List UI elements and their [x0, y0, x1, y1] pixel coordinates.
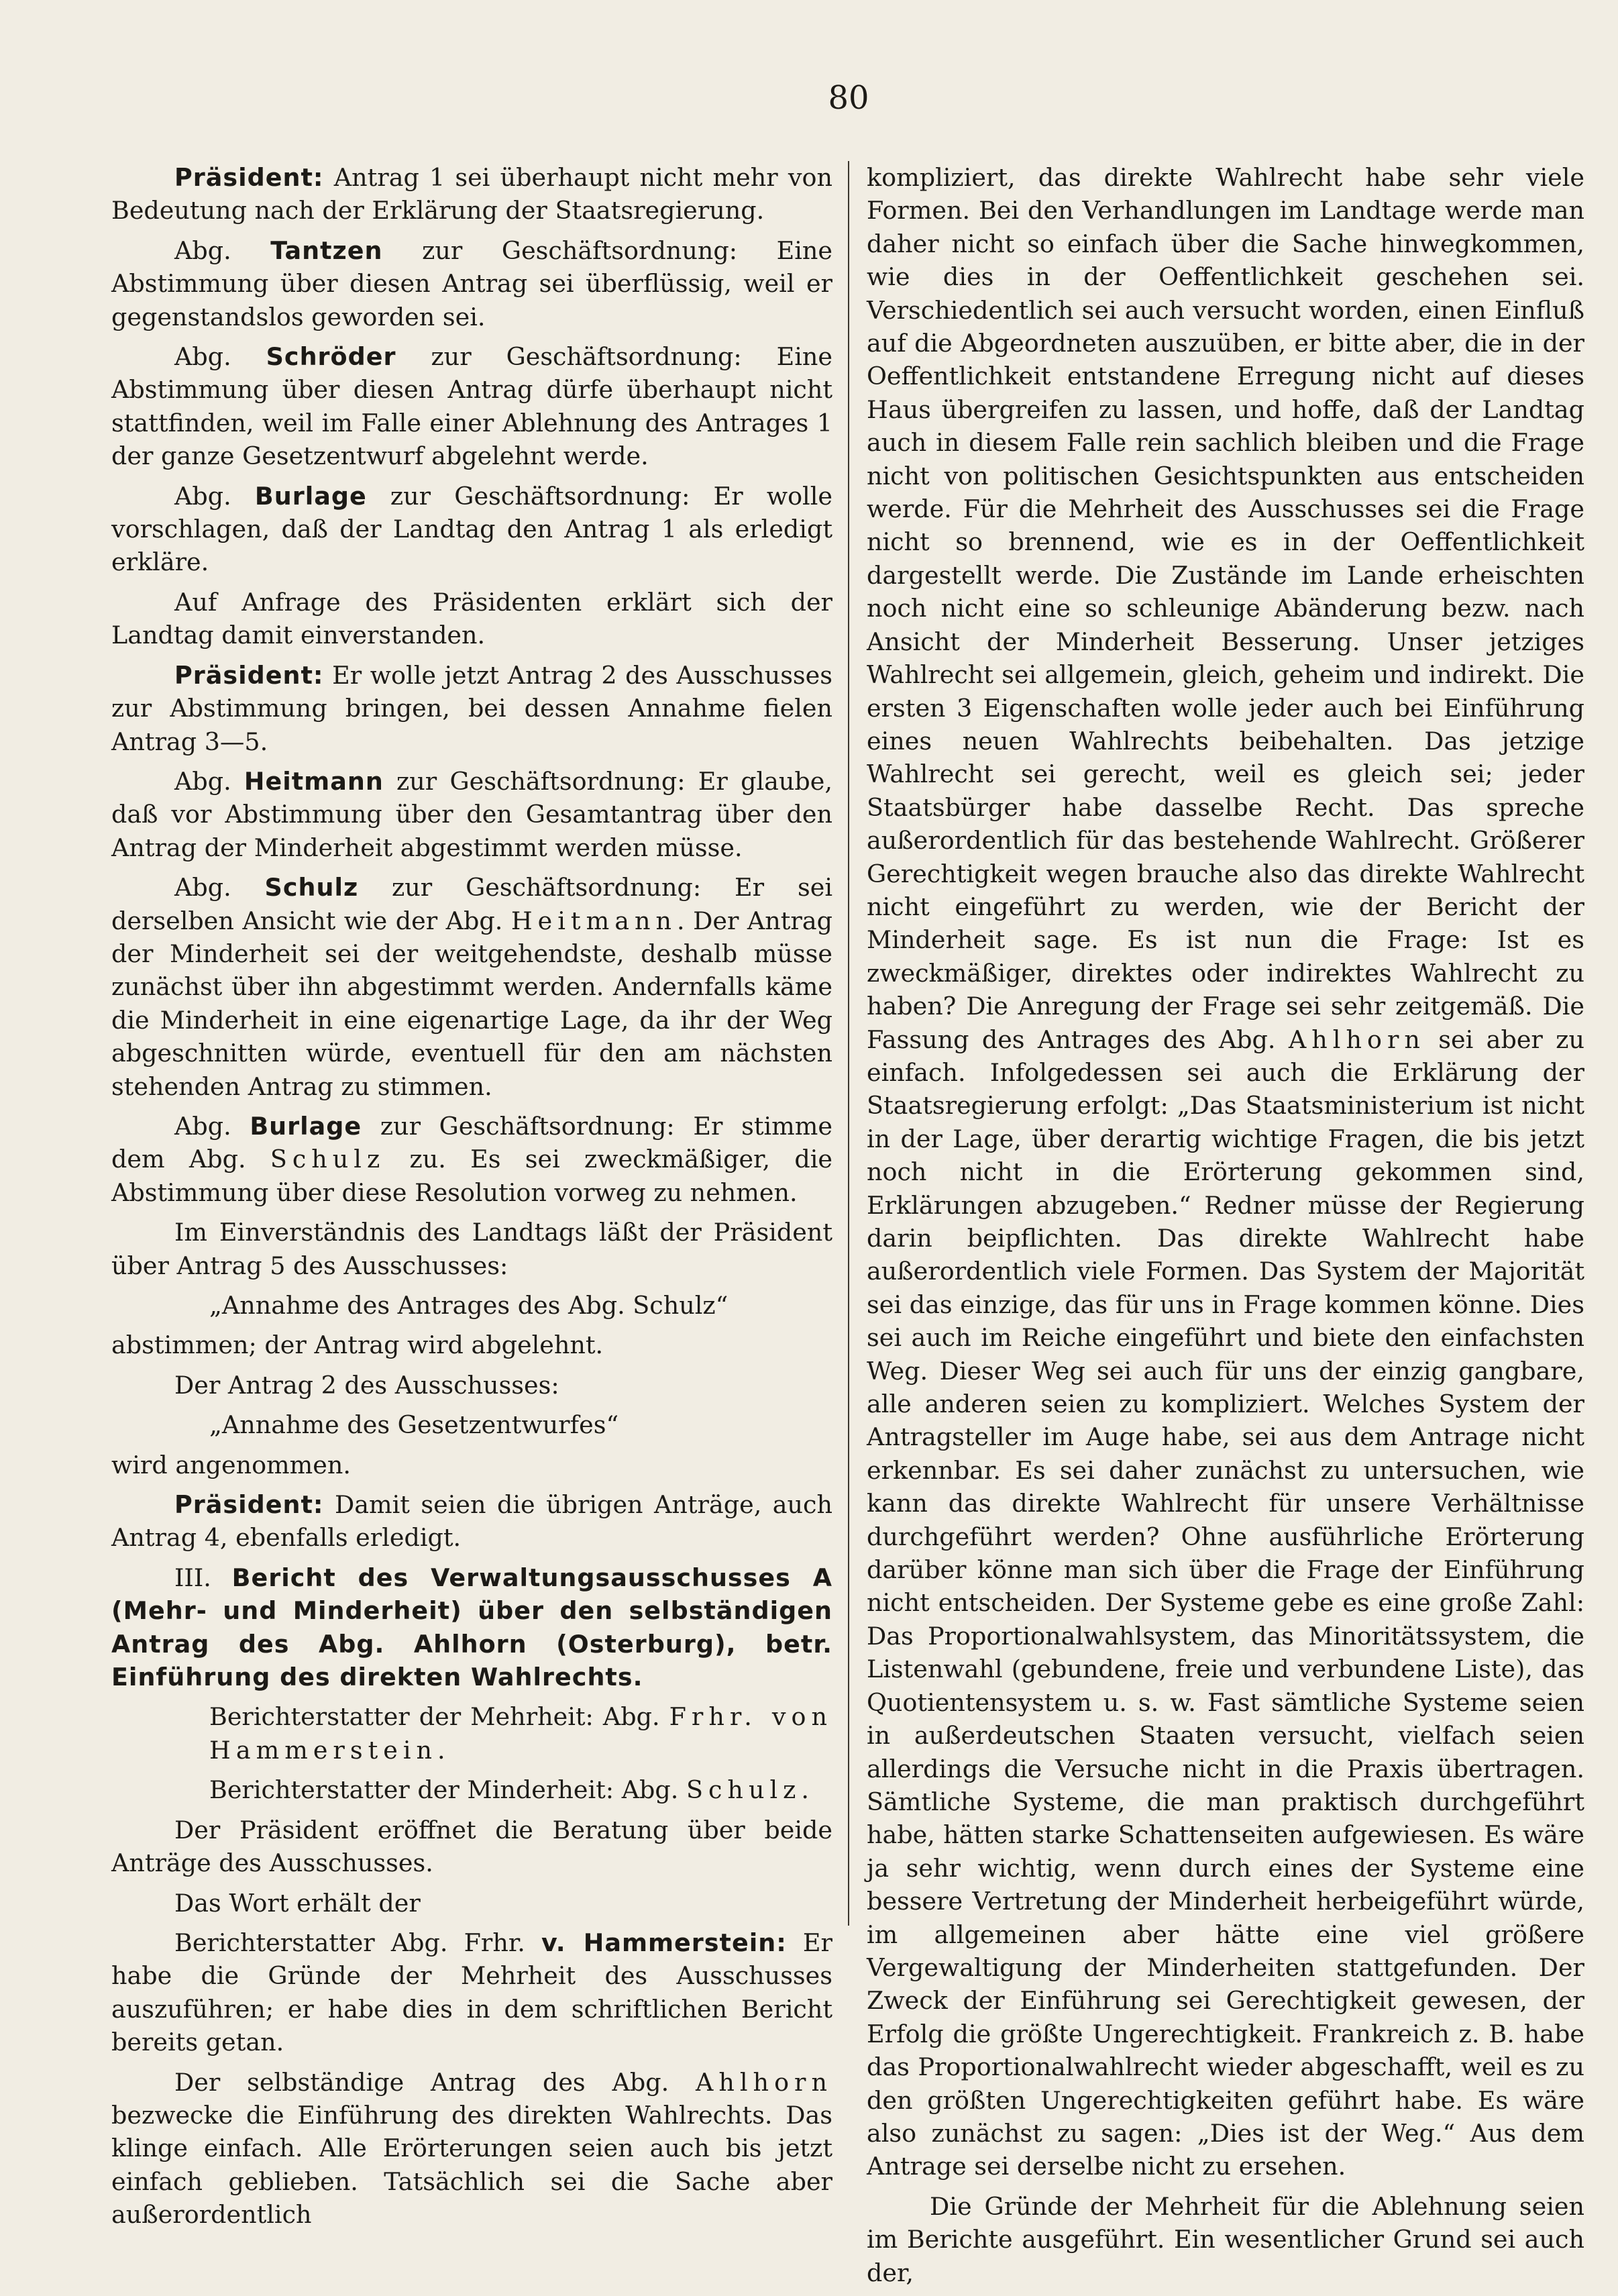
speaker-name: Tantzen [270, 236, 383, 265]
speaker-name: Schulz [264, 873, 359, 902]
speaker-name: Präsident: [174, 163, 324, 192]
paragraph: Der selbständige Antrag des Abg. Ahlhorn bezwecke die Einführung des direkten Wahlrechts. Das klinge einfach. Alle Erörterungen seien auch bis jetzt einfach geblieben. Tatsächlich sei die Sache aber außerordentlich [111, 2067, 832, 2230]
paragraph: abstimmen; der Antrag wird abgelehnt. [111, 1330, 604, 1360]
paragraph: Der Präsident eröffnet die Beratung über beide Anträge des Ausschusses. [111, 1815, 832, 1878]
paragraph: Berichterstatter Abg. Frhr. v. Hammerstein: Er habe die Gründe der Mehrheit des Ausschusses auszuführen; er habe dies in dem schriftlichen Bericht bereits getan. [111, 1928, 832, 2057]
paragraph: Abg. Heitmann zur Geschäftsordnung: Er glaube, daß vor Abstimmung über den Gesamtantrag über den Antrag der Minderheit abgestimmt werden müsse. [111, 766, 832, 862]
left-column [111, 161, 832, 2238]
paragraph: Abg. Tantzen zur Geschäftsordnung: Eine Abstimmung über diesen Antrag sei überflüssig, weil er gegenstandslos geworden sei. [111, 236, 833, 331]
section-heading: III. Bericht des Verwaltungsausschusses A (Mehr- und Minderheit) über den selbständigen Antrag des Abg. Ahlhorn (Osterburg), betr. Einführung des direkten Wahlrechts. [111, 1563, 832, 1692]
paragraph: Der Antrag 2 des Ausschusses: [174, 1370, 559, 1400]
paragraph: Präsident: Antrag 1 sei überhaupt nicht mehr von Bedeutung nach der Erklärung der Staatsregierung. [111, 163, 832, 225]
page-number: 80 [828, 79, 869, 117]
paragraph: Präsident: Er wolle jetzt Antrag 2 des Ausschusses zur Abstimmung bringen, bei dessen Annahme fielen Antrag 3—5. [111, 660, 832, 756]
paragraph: wird angenommen. [111, 1450, 351, 1479]
paragraph: Die Gründe der Mehrheit für die Ablehnung seien im Berichte ausgeführt. Ein wesentlicher Grund sei auch der, [867, 2191, 1584, 2287]
rapporteur-majority: Berichterstatter der Mehrheit: Abg. Frhr. von Hammerstein. [209, 1702, 832, 1765]
column-divider [848, 161, 849, 1926]
paragraph: kompliziert, das direkte Wahlrecht habe sehr viele Formen. Bei den Verhandlungen im Landtage werde man daher nicht so einfach über die Sache hinwegkommen, wie dies in der Oeffentlichkeit geschehen sei. Verschiedentlich sei auch versucht worden, einen Einfluß auf die Abgeordneten auszuüben, er bitte aber, die in der Oeffentlichkeit entstandene Erregung nicht auf dieses Haus übergreifen zu lassen, und hoffe, daß der Landtag auch in diesem Falle rein sachlich bleiben und die Frage nicht von politischen Gesichtspunkten aus entscheiden werde. Für die Mehrheit des Ausschusses sei die Frage nicht so brennend, wie es in der Oeffentlichkeit dargestellt werde. Die Zustände im Lande erheischten noch nicht eine so schleunige Abänderung bezw. nach Ansicht der Minderheit Besserung. Unser jetziges Wahlrecht sei allgemein, gleich, geheim und indirekt. Die ersten 3 Eigenschaften wolle jeder auch bei Einführung eines neuen Wahlrechts beibehalten. Das jetzige Wahlrecht sei gerecht, weil es gleich sei; jeder Staatsbürger habe dasselbe Recht. Das spreche außerordentlich für das bestehende Wahlrecht. Größerer Gerechtigkeit wegen brauche also das direkte Wahlrecht nicht eingeführt zu werden, wie der Bericht der Minderheit sage. Es ist nun die Frage: Ist es zweckmäßiger, direktes oder indirektes Wahlrecht zu haben? Die Anregung der Frage sei sehr zeitgemäß. Die Fassung des Antrages des Abg. Ahlhorn sei aber zu einfach. Infolgedessen sei auch die Erklärung der Staatsregierung erfolgt: „Das Staatsministerium ist nicht in der Lage, über derartig wichtige Fragen, die bis jetzt noch nicht in die Erörterung gekommen sind, Erklärungen abzugeben.“ Redner müsse der Regierung darin beipflichten. Das direkte Wahlrecht habe außerordentlich viele Formen. Das System der Majorität sei das einzige, das für uns in Frage kommen könne. Dies sei auch im Reiche eingeführt und biete den einfachsten Weg. Dieser Weg sei auch für uns der einzig gangbare, alle anderen seien zu kompliziert. Welches System der Antragsteller im Auge habe, sei aus dem Antrage nicht erkennbar. Es sei daher zunächst zu untersuchen, wie kann das direkte Wahlrecht für unsere Verhältnisse durchgeführt werden? Ohne ausführliche Erörterung darüber könne man sich über die Frage der Einführung nicht entscheiden. Der Systeme gebe es eine große Zahl: Das Proportionalwahlsystem, das Minoritätssystem, die Listenwahl (gebundene, freie und verbundene Liste), das Quotientensystem u. s. w. Fast sämtliche Systeme seien in außerdeutschen Staaten versucht, vielfach seien allerdings die Versuche nicht in die Praxis übertragen. Sämtliche Systeme, die man praktisch durchgeführt habe, hätten starke Schattenseiten aufgewiesen. Es wäre ja sehr wichtig, wenn durch eines der Systeme eine bessere Vertretung der Minderheit herbeigeführt würde, im allgemeinen aber hätte eine viel größere Vergewaltigung der Minderheiten stattgefunden. Der Zweck der Einführung sei Gerechtigkeit gewesen, der Erfolg die größte Ungerechtigkeit. Frankreich z. B. habe das Proportionalwahlrecht wieder abgeschafft, weil es zu den größten Ungerechtigkeiten geführt habe. Es wäre also zunächst zu sagen: „Dies ist der Weg.“ Aus dem Antrage sei derselbe nicht zu ersehen. [867, 163, 1584, 2181]
right-column [867, 161, 1584, 2296]
paragraph: Abg. Burlage zur Geschäftsordnung: Er stimme dem Abg. Schulz zu. Es sei zweckmäßiger, die Abstimmung über diese Resolution vorweg zu nehmen. [111, 1111, 833, 1207]
rapporteur-minority: Berichterstatter der Minderheit: Abg. Schulz. [209, 1775, 809, 1805]
paragraph: Abg. Schröder zur Geschäftsordnung: Eine Abstimmung über diesen Antrag dürfe überhaupt nicht stattfinden, weil im Falle einer Ablehnung des Antrages 1 der ganze Gesetzentwurf abgelehnt werde. [111, 342, 833, 471]
quoted-motion: „Annahme des Gesetzentwurfes“ [209, 1410, 619, 1440]
speaker-name: Heitmann [244, 766, 384, 796]
speaker-name: Präsident: [174, 660, 324, 690]
speaker-name: Burlage [254, 481, 367, 511]
paragraph: Abg. Schulz zur Geschäftsordnung: Er sei derselben Ansicht wie der Abg. Heitmann. Der Antrag der Minderheit sei der weitgehendste, deshalb müsse zunächst über ihn abgestimmt werden. Andernfalls käme die Minderheit in eine eigenartige Lage, da ihr der Weg abgeschnitten würde, eventuell für den am nächsten stehenden Antrag zu stimmen. [111, 873, 832, 1101]
speaker-name: Präsident: [174, 1490, 324, 1520]
paragraph: Präsident: Damit seien die übrigen Anträge, auch Antrag 4, ebenfalls erledigt. [111, 1490, 832, 1553]
speaker-name: Burlage [250, 1111, 362, 1141]
paragraph: Das Wort erhält der [174, 1888, 421, 1918]
paragraph: Abg. Burlage zur Geschäftsordnung: Er wolle vorschlagen, daß der Landtag den Antrag 1 als erledigt erkläre. [111, 481, 833, 577]
quoted-motion: „Annahme des Antrages des Abg. Schulz“ [209, 1291, 729, 1320]
paragraph: Im Einverständnis des Landtags läßt der Präsident über Antrag 5 des Ausschusses: [111, 1218, 832, 1280]
speaker-name: v. Hammerstein: [541, 1928, 787, 1957]
paragraph: Auf Anfrage des Präsidenten erklärt sich der Landtag damit einverstanden. [111, 587, 832, 650]
speaker-name: Schröder [266, 342, 396, 372]
